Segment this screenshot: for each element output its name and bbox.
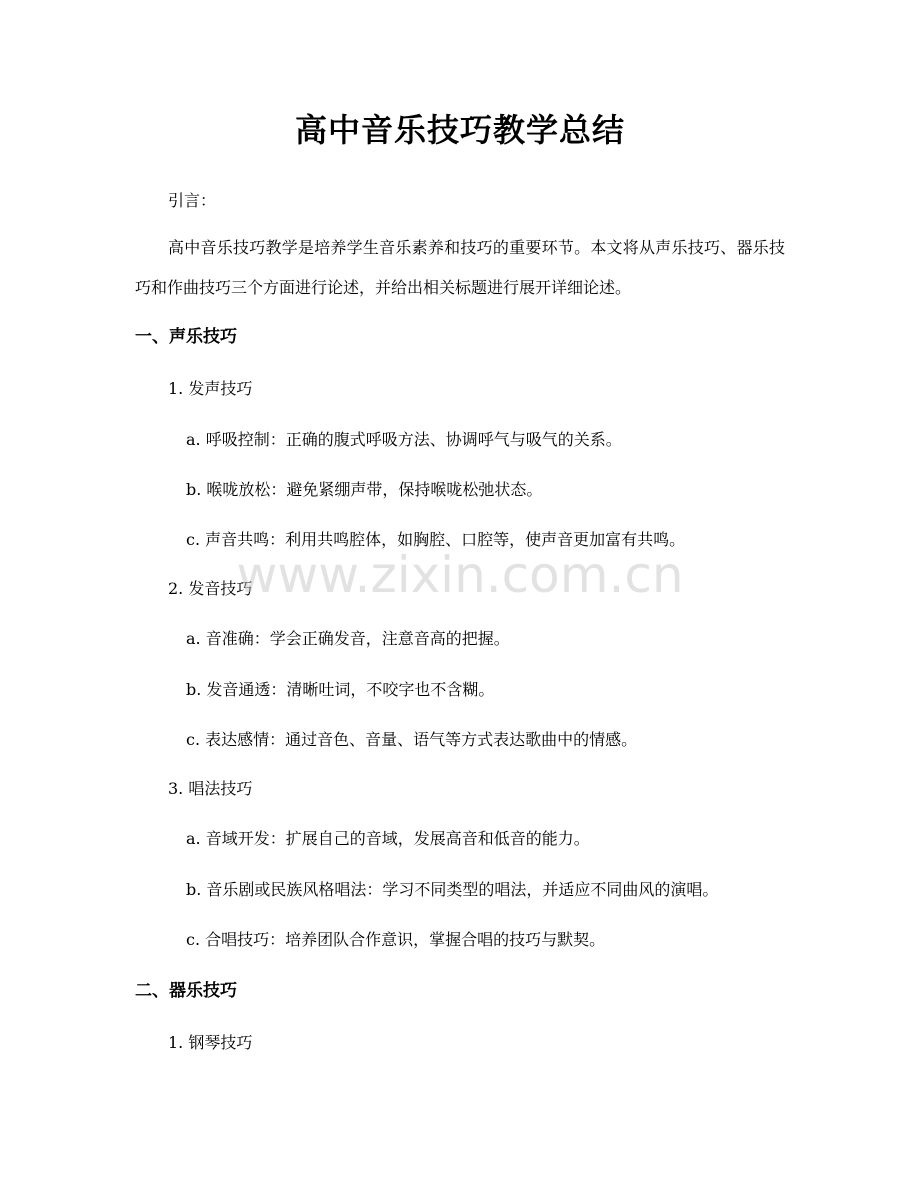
list-item: c. 声音共鸣：利用共鸣腔体，如胸腔、口腔等，使声音更加富有共鸣。 bbox=[186, 530, 686, 549]
list-item: c. 表达感情：通过音色、音量、语气等方式表达歌曲中的情感。 bbox=[186, 730, 638, 749]
section-heading-vocal: 一、声乐技巧 bbox=[135, 327, 237, 347]
intro-paragraph: 高中音乐技巧教学是培养学生音乐素养和技巧的重要环节。本文将从声乐技巧、器乐技巧和作曲技巧三个方面进行论述，并给出相关标题进行展开详细论述。 bbox=[135, 238, 785, 297]
document-title: 高中音乐技巧教学总结 bbox=[294, 111, 625, 149]
list-item: c. 合唱技巧：培养团队合作意识，掌握合唱的技巧与默契。 bbox=[186, 930, 606, 949]
list-item: b. 发音通透：清晰吐词，不咬字也不含糊。 bbox=[186, 680, 495, 699]
list-item: b. 喉咙放松：避免紧绷声带，保持喉咙松弛状态。 bbox=[186, 480, 543, 499]
watermark: www.zixin.com.cn bbox=[236, 546, 684, 604]
subsection-title: 3. 唱法技巧 bbox=[168, 779, 253, 798]
subsection-title: 2. 发音技巧 bbox=[168, 579, 253, 598]
section-heading-instrumental: 二、器乐技巧 bbox=[135, 981, 237, 1001]
list-item: a. 音域开发：扩展自己的音域，发展高音和低音的能力。 bbox=[186, 829, 590, 848]
list-item: a. 音准确：学会正确发音，注意音高的把握。 bbox=[186, 629, 510, 648]
list-item: b. 音乐剧或民族风格唱法：学习不同类型的唱法，并适应不同曲风的演唱。 bbox=[186, 880, 719, 899]
subsection-title: 1. 发声技巧 bbox=[168, 379, 253, 398]
subsection-title: 1. 钢琴技巧 bbox=[168, 1033, 253, 1052]
intro-label: 引言： bbox=[168, 191, 217, 210]
list-item: a. 呼吸控制：正确的腹式呼吸方法、协调呼气与吸气的关系。 bbox=[186, 430, 622, 449]
